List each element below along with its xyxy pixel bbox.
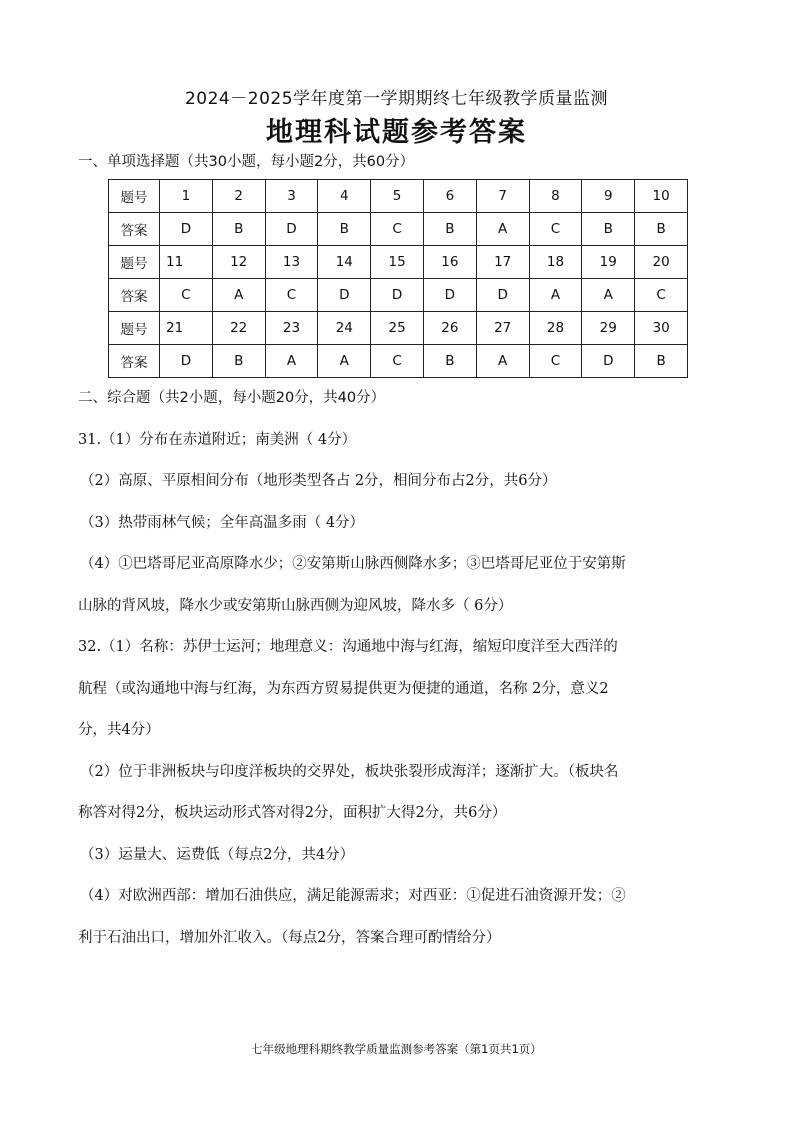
question-number-cell: 8: [529, 180, 582, 213]
answer-cell: A: [476, 213, 529, 246]
exam-subtitle: 2024－2025学年度第一学期期终七年级教学质量监测: [184, 89, 609, 109]
answer-cell: B: [212, 213, 265, 246]
question-number-cell: 26: [423, 312, 476, 345]
q31-part2: （2）高原、平原相间分布（地形类型各占 2分，相间分布占2分，共6分）: [80, 473, 557, 489]
page-title: 地理科试题参考答案: [266, 117, 527, 148]
question-number-cell: 14: [318, 246, 371, 279]
answer-cell: B: [423, 345, 476, 378]
question-number-cell: 17: [476, 246, 529, 279]
q32-part4-line2: 利于石油出口，增加外汇收入。（每点2分，答案合理可酌情给分）: [78, 930, 501, 946]
section-2-heading: 二、综合题（共2小题，每小题20分，共40分）: [78, 390, 386, 406]
question-number-cell: 15: [371, 246, 424, 279]
question-number-cell: 3: [265, 180, 318, 213]
answer-cell: B: [318, 213, 371, 246]
question-number-cell: 27: [476, 312, 529, 345]
answer-cell: A: [529, 279, 582, 312]
question-number-row: [109, 246, 688, 279]
answer-cell: A: [582, 279, 635, 312]
answer-cell: A: [318, 345, 371, 378]
question-number-cell: 9: [582, 180, 635, 213]
question-number-cell: 20: [635, 246, 688, 279]
question-number-cell: 4: [318, 180, 371, 213]
answer-cell: C: [635, 279, 688, 312]
q31-part4-line2: 山脉的背风坡，降水少或安第斯山脉西侧为迎风坡，降水多（ 6分）: [78, 598, 513, 614]
question-number-cell: 11: [160, 246, 213, 279]
answer-cell: A: [212, 279, 265, 312]
question-number-cell: 22: [212, 312, 265, 345]
question-number-cell: 21: [160, 312, 213, 345]
question-number-cell: 30: [635, 312, 688, 345]
question-number-cell: 24: [318, 312, 371, 345]
answer-row: [109, 279, 688, 312]
answer-cell: D: [476, 279, 529, 312]
answer-cell: D: [582, 345, 635, 378]
row-label-number: 题号: [109, 312, 160, 345]
answer-cell: B: [423, 213, 476, 246]
q32-part3: （3）运量大、运费低（每点2分，共4分）: [80, 847, 355, 863]
answer-cell: C: [529, 213, 582, 246]
answer-cell: D: [371, 279, 424, 312]
answer-cell: C: [371, 213, 424, 246]
question-number-cell: 7: [476, 180, 529, 213]
answer-cell: D: [160, 213, 213, 246]
question-number-cell: 18: [529, 246, 582, 279]
answer-cell: B: [582, 213, 635, 246]
question-number-cell: 28: [529, 312, 582, 345]
answer-table: [108, 179, 688, 378]
q32-part1-line3: 分，共4分）: [78, 722, 160, 738]
answer-cell: C: [160, 279, 213, 312]
q31-part3: （3）热带雨林气候；全年高温多雨（ 4分）: [80, 515, 365, 531]
question-number-cell: 2: [212, 180, 265, 213]
row-label-answer: 答案: [109, 279, 160, 312]
section-1-heading: 一、单项选择题（共30小题，每小题2分，共60分）: [78, 154, 415, 170]
q32-part1-line1: 32.（1）名称：苏伊士运河；地理意义：沟通地中海与红海，缩短印度洋至大西洋的: [78, 639, 618, 655]
q32-part1-line2: 航程（或沟通地中海与红海，为东西方贸易提供更为便捷的通道，名称 2分，意义2: [78, 681, 609, 697]
question-number-cell: 10: [635, 180, 688, 213]
answer-cell: D: [160, 345, 213, 378]
q32-part2-line1: （2）位于非洲板块与印度洋板块的交界处，板块张裂形成海洋；逐渐扩大。（板块名: [80, 764, 619, 780]
question-number-cell: 23: [265, 312, 318, 345]
answer-cell: C: [371, 345, 424, 378]
row-label-number: 题号: [109, 180, 160, 213]
answer-cell: D: [318, 279, 371, 312]
answer-cell: A: [265, 345, 318, 378]
question-number-cell: 1: [160, 180, 213, 213]
answer-cell: D: [265, 213, 318, 246]
question-number-cell: 16: [423, 246, 476, 279]
page-footer: 七年级地理科期终教学质量监测参考答案（第1页共1页）: [251, 1042, 542, 1056]
question-number-cell: 5: [371, 180, 424, 213]
answer-row: [109, 213, 688, 246]
answer-cell: D: [423, 279, 476, 312]
answer-cell: C: [265, 279, 318, 312]
question-number-cell: 12: [212, 246, 265, 279]
answer-cell: C: [529, 345, 582, 378]
q32-part2-line2: 称答对得2分，板块运动形式答对得2分，面积扩大得2分，共6分）: [78, 805, 507, 821]
row-label-answer: 答案: [109, 345, 160, 378]
question-number-row: [109, 180, 688, 213]
answer-cell: B: [635, 213, 688, 246]
q32-part4-line1: （4）对欧洲西部：增加石油供应，满足能源需求；对西亚：①促进石油资源开发；②: [80, 888, 626, 904]
question-number-cell: 29: [582, 312, 635, 345]
row-label-answer: 答案: [109, 213, 160, 246]
q31-part1: 31.（1）分布在赤道附近；南美洲（ 4分）: [78, 432, 357, 448]
question-number-cell: 25: [371, 312, 424, 345]
answer-row: [109, 345, 688, 378]
answer-cell: B: [635, 345, 688, 378]
answer-cell: A: [476, 345, 529, 378]
answer-cell: B: [212, 345, 265, 378]
row-label-number: 题号: [109, 246, 160, 279]
q31-part4-line1: （4）①巴塔哥尼亚高原降水少；②安第斯山脉西侧降水多；③巴塔哥尼亚位于安第斯: [80, 556, 626, 572]
question-number-cell: 6: [423, 180, 476, 213]
question-number-cell: 19: [582, 246, 635, 279]
question-number-cell: 13: [265, 246, 318, 279]
question-number-row: [109, 312, 688, 345]
